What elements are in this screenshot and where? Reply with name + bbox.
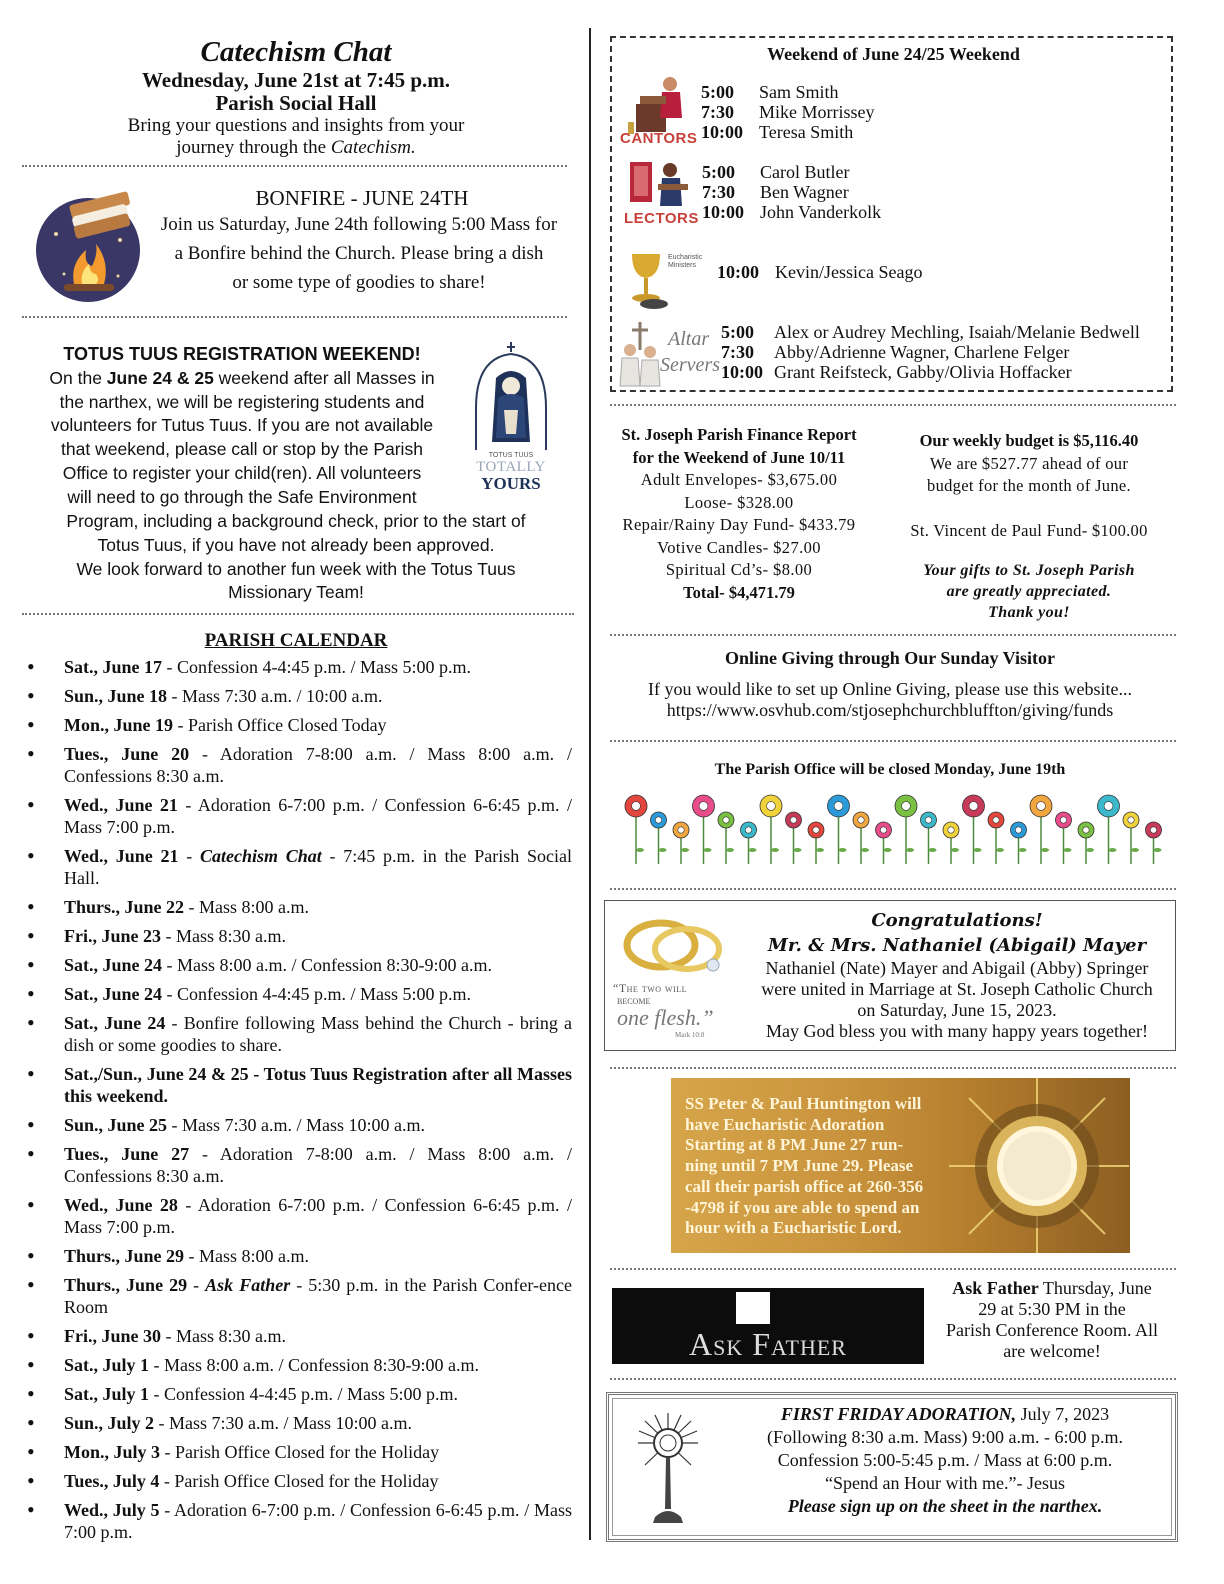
schedule-row [717, 262, 922, 282]
calendar-item-text: - Bonfire following Mass behind the Church - bring a dish or some goodies to share. [64, 1013, 572, 1055]
calendar-item-text: - Adoration 6-7:00 p.m. / Confession 6-6:45 p.m. / Mass 7:00 p.m. [64, 1195, 572, 1237]
lectors-list [702, 162, 881, 222]
rings-text2: become [617, 995, 651, 1007]
calendar-item-date: Wed., July 5 [64, 1500, 160, 1520]
catechism-chat-section [22, 36, 570, 159]
bonfire-line1: Join us Saturday, June 24th following 5:00 Mass for [160, 214, 558, 235]
calendar-item [22, 1063, 572, 1107]
flower-icon [895, 795, 917, 864]
catechism-date: Wednesday, June 21st at 7:45 p.m. [141, 68, 451, 92]
schedule-time: 7:30 [721, 342, 754, 362]
catechism-line2 [22, 137, 570, 159]
schedule-row [702, 182, 881, 202]
flower-icon [943, 822, 959, 864]
schedule-time: 7:30 [702, 182, 735, 202]
totus-line1-pre: On the [49, 367, 107, 388]
bonfire-title: BONFIRE - JUNE 24TH [255, 186, 469, 210]
adoration-banner [671, 1078, 1130, 1253]
schedule-time: 5:00 [702, 162, 735, 182]
adoration-text [685, 1094, 975, 1239]
totus-line5: Office to register your child(ren). All volunteers [62, 462, 422, 483]
calendar-item-date: Mon., July 3 [64, 1442, 161, 1462]
calendar-item [22, 1143, 572, 1187]
divider [610, 1067, 1176, 1069]
calendar-item [22, 954, 572, 976]
flower-icon [853, 812, 869, 864]
schedule-time: 10:00 [721, 362, 763, 382]
flower-icon [741, 822, 757, 864]
finance-line: Adult Envelopes- $3,675.00 [640, 470, 838, 489]
calendar-item [22, 1114, 572, 1136]
finance-title2: for the Weekend of June 10/11 [632, 447, 846, 467]
flower-icon [988, 812, 1004, 864]
ask-father-line3: Parish Conference Room. All [946, 1320, 1158, 1340]
cantors-label: CANTORS [620, 130, 698, 147]
ask-father-logo [612, 1288, 924, 1364]
rings-text3: one flesh.” [617, 1005, 714, 1030]
totus-line7: Program, including a background check, prior to the start of [66, 511, 526, 531]
flower-icon [808, 822, 824, 864]
finance-title1: St. Joseph Parish Finance Report [621, 425, 857, 444]
calendar-item-text: - Parish Office Closed Today [173, 715, 387, 735]
adoration-line: SS Peter & Paul Huntington will [685, 1094, 922, 1113]
flower-icon [625, 795, 647, 864]
schedule-name: Teresa Smith [759, 122, 854, 142]
calendar-item [22, 1245, 572, 1267]
calendar-item-text: - Mass 7:30 a.m. / Mass 10:00 a.m. [167, 1115, 426, 1135]
first-friday-text [719, 1403, 1171, 1518]
flower-icon [876, 822, 892, 864]
adoration-line: call their parish office at 260-356 [685, 1176, 924, 1196]
em-label [668, 254, 702, 270]
calendar-item-date: Sun., July 2 [64, 1413, 155, 1433]
catechism-line2-text: journey through the [176, 137, 331, 158]
calendar-item [22, 743, 572, 787]
bonfire-line2: a Bonfire behind the Church. Please bring a dish [174, 243, 544, 264]
calendar-item-event: Ask Father [205, 1275, 291, 1295]
wedding-line3: on Saturday, June 15, 2023. [857, 1000, 1057, 1020]
totus-line2: the narthex, we will be registering students and [59, 391, 425, 412]
schedule-row [702, 162, 881, 182]
calendar-item-date: Fri., June 23 [64, 926, 161, 946]
budget-info [886, 430, 1172, 623]
calendar-item-text: - Mass 8:00 a.m. / Confession 8:30-9:00 a.m. [149, 1355, 480, 1375]
schedule-name: Alex or Audrey Mechling, Isaiah/Melanie Bedwell [774, 322, 1140, 342]
wedding-congrats: Congratulations! [871, 910, 1043, 931]
calendar-item-text: - Parish Office Closed for the Holiday [159, 1471, 439, 1491]
calendar-item-text: - Confession 4-4:45 p.m. / Mass 5:00 p.m. [162, 657, 472, 677]
adoration-line: -4798 if you are able to spend an [685, 1197, 920, 1217]
online-line1: If you would like to set up Online Giving, please use this website... [648, 679, 1132, 699]
catechism-line1: Bring your questions and insights from your [127, 115, 465, 136]
totus-tuus-text-top [22, 343, 462, 510]
flower-icon [786, 812, 802, 864]
adoration-line: ning until 7 PM June 29. Please [685, 1156, 914, 1176]
flower-icon [1078, 822, 1094, 864]
divider [610, 888, 1176, 890]
collar-icon [736, 1292, 770, 1324]
online-url[interactable]: https://www.osvhub.com/stjosephchurchbluffton/giving/funds [666, 700, 1114, 720]
calendar-item: • Thurs., June 29 - Ask Father - 5:30 p.m. in the Parish Confer-ence Room [22, 1274, 572, 1318]
cantors-icon [618, 74, 698, 150]
totus-line10: Missionary Team! [228, 582, 364, 603]
calendar-item [22, 685, 572, 707]
calendar-item [22, 656, 572, 678]
calendar-item-text: - Mass 7:30 a.m. / Mass 10:00 a.m. [154, 1413, 413, 1433]
schedule-name: John Vanderkolk [760, 202, 882, 222]
finance-lines [604, 469, 874, 582]
ministry-schedule-box [610, 36, 1173, 392]
schedule-name: Grant Reifsteck, Gabby/Olivia Hoffacker [774, 362, 1072, 382]
divider [22, 613, 574, 615]
wedding-line1: Nathaniel (Nate) Mayer and Abigail (Abby) Springer [765, 958, 1149, 978]
schedule-name: Kevin/Jessica Seago [775, 262, 923, 282]
calendar-item-date: Thurs., June 29 [64, 1246, 185, 1266]
calendar-item-date: Mon., June 19 [64, 715, 174, 735]
calendar-item-date: Fri., June 30 [64, 1326, 161, 1346]
flower-icon [1123, 812, 1139, 864]
flower-icon [1146, 822, 1162, 864]
first-friday-line5: Please sign up on the sheet in the narthex. [787, 1496, 1103, 1516]
calendar-item [22, 1499, 572, 1543]
calendar-item [22, 1383, 572, 1405]
schedule-row [701, 102, 875, 122]
divider [610, 404, 1176, 406]
calendar-item-text: - Mass 7:30 a.m. / 10:00 a.m. [167, 686, 383, 706]
totus-line1-post: weekend after all Masses in [213, 367, 435, 388]
calendar-item-date: Thurs., June 22 [64, 897, 185, 917]
calendar-item-date: Thurs., June 29 [64, 1275, 188, 1295]
calendar-item-text: - Mass 8:00 a.m. [184, 897, 310, 917]
flower-icon [1098, 795, 1120, 864]
divider [610, 740, 1176, 742]
calendar-item [22, 1354, 572, 1376]
divider [22, 316, 567, 318]
calendar-item-text: - Mass 8:30 a.m. [161, 926, 286, 946]
flower-icon [673, 822, 689, 864]
schedule-row [721, 342, 1140, 362]
calendar-item-date: Tues., June 27 [64, 1144, 190, 1164]
divider [22, 165, 567, 167]
logo-yours: YOURS [481, 474, 541, 493]
totus-line8: Totus Tuus, if you have not already been approved. [97, 534, 495, 555]
budget-weekly: Our weekly budget is $5,116.40 [919, 431, 1139, 450]
calendar-item [22, 925, 572, 947]
first-friday-line3: Confession 5:00-5:45 p.m. / Mass at 6:00 p.m. [777, 1450, 1113, 1470]
flowers-illustration [624, 790, 1168, 870]
calendar-item-date: Tues., June 20 [64, 744, 190, 764]
finance-report [604, 424, 874, 604]
divider [610, 1268, 1176, 1270]
calendar-item-text: - Mass 8:00 a.m. / Confession 8:30-9:00 a.m. [162, 955, 492, 975]
calendar-item [22, 1012, 572, 1056]
calendar-item-text: - Confession 4-4:45 p.m. / Mass 5:00 p.m. [162, 984, 472, 1004]
calendar-item-text: - 7:45 p.m. in the Parish Social Hall. [64, 846, 572, 888]
wedding-text [739, 909, 1175, 1042]
calendar-item-date: Sat., June 17 [64, 657, 163, 677]
wedding-announcement [604, 900, 1176, 1051]
calendar-item-date: Sat., June 24 [64, 955, 163, 975]
flower-icon [760, 795, 782, 864]
totus-line1 [22, 367, 462, 391]
first-friday-line1 [719, 1403, 1171, 1426]
em-label1: Eucharistic [668, 254, 703, 261]
wedding-line2: were united in Marriage at St. Joseph Catholic Church [761, 979, 1153, 999]
totus-tuus-logo [468, 338, 554, 498]
totus-line6: will need to go through the Safe Environment [67, 486, 417, 507]
flower-icon [718, 812, 734, 864]
ministry-title: Weekend of June 24/25 Weekend [767, 44, 1020, 64]
online-title: Online Giving through Our Sunday Visitor [725, 648, 1055, 668]
calendar-item-text: - Adoration 7-8:00 a.m. / Mass 8:00 a.m. / Confessions 8:30 a.m. [64, 1144, 572, 1186]
schedule-name: Sam Smith [759, 82, 839, 102]
divider [610, 634, 1176, 636]
catechism-line2-em: Catechism. [330, 137, 416, 158]
flower-icon [693, 795, 715, 864]
schedule-time: 5:00 [721, 322, 754, 342]
altar-servers-icon [616, 320, 720, 390]
calendar-item-date: Tues., July 4 [64, 1471, 160, 1491]
schedule-name: Mike Morrissey [759, 102, 875, 122]
calendar-item-text: - Mass 8:00 a.m. [184, 1246, 310, 1266]
ask-father-logo-text: Ask Father [689, 1326, 847, 1362]
rings-text4: Mark 10:8 [675, 1031, 705, 1039]
schedule-time: 5:00 [701, 82, 734, 102]
column-divider [589, 28, 591, 1540]
eucharistic-ministers-icon [626, 248, 716, 312]
logo-totally: TOTALLY [476, 459, 546, 475]
office-closed: The Parish Office will be closed Monday, June 19th [714, 761, 1066, 778]
cantors-list [701, 82, 875, 142]
schedule-time: 10:00 [717, 262, 759, 282]
calendar-item-event: Catechism Chat [200, 846, 322, 866]
adoration-line: hour with a Eucharistic Lord. [685, 1218, 902, 1238]
flower-icon [1056, 812, 1072, 864]
totus-line1-bold: June 24 & 25 [106, 367, 214, 388]
calendar-item-text: - Adoration 6-7:00 p.m. / Confession 6-6:45 p.m. / Mass 7:00 p.m. [64, 1500, 573, 1542]
calendar-item-text: - Confession 4-4:45 p.m. / Mass 5:00 p.m. [149, 1384, 459, 1404]
flower-icon [651, 812, 667, 864]
calendar-item-date: Sat., June 24 [64, 984, 163, 1004]
lectors-icon [622, 156, 702, 232]
totus-title: TOTUS TUUS REGISTRATION WEEKEND! [63, 344, 421, 364]
calendar-title: PARISH CALENDAR [204, 630, 388, 651]
schedule-row [721, 322, 1140, 342]
bonfire-line3: or some type of goodies to share! [232, 272, 486, 293]
schedule-row [721, 362, 1140, 382]
em-list [717, 262, 922, 282]
calendar-item [22, 794, 572, 838]
first-friday-date: July 7, 2023 [1016, 1404, 1110, 1424]
ask-father-text [928, 1278, 1176, 1362]
totus-tuus-text-bottom [22, 510, 570, 605]
totus-line3: volunteers for Tutus Tuus. If you are not available [50, 415, 434, 436]
schedule-time: 7:30 [701, 102, 734, 122]
calendar-item [22, 1470, 572, 1492]
wedding-rings-image [613, 909, 737, 1043]
adoration-line: have Eucharistic Adoration [685, 1114, 885, 1134]
calendar-item-text: - Mass 8:30 a.m. [161, 1326, 286, 1346]
catechism-place: Parish Social Hall [215, 91, 377, 115]
calendar-item-text: - Adoration 7-8:00 a.m. / Mass 8:00 a.m. / Confessions 8:30 a.m. [64, 744, 572, 786]
wedding-line4: May God bless you with many happy years together! [766, 1021, 1148, 1041]
ask-father-line2: 29 at 5:30 PM in the [978, 1299, 1126, 1319]
calendar-item [22, 1325, 572, 1347]
finance-total: Total- $4,471.79 [683, 582, 795, 602]
calendar-item [22, 1441, 572, 1463]
online-giving [604, 647, 1176, 721]
schedule-time: 10:00 [702, 202, 744, 222]
finance-line: Votive Candles- $27.00 [657, 537, 821, 557]
finance-line: Spiritual Cd’s- $8.00 [665, 560, 813, 579]
budget-ahead1: We are $527.77 ahead of our [929, 453, 1129, 473]
bonfire-section [146, 186, 572, 297]
calendar-item-date: Wed., June 28 [64, 1195, 178, 1215]
schedule-row [701, 122, 875, 142]
calendar-item [22, 983, 572, 1005]
totus-line9: We look forward to another fun week with the Totus Tuus [76, 558, 516, 579]
calendar-item-date: Sat., June 24 [64, 1013, 166, 1033]
totus-line4: that weekend, please call or stop by the Parish [61, 439, 423, 460]
calendar-item [22, 1194, 572, 1238]
flower-icon [963, 795, 985, 864]
first-friday-title: FIRST FRIDAY ADORATION, [780, 1404, 1017, 1424]
calendar-list [22, 656, 572, 1550]
budget-ahead2: budget for the month of June. [927, 476, 1131, 495]
ask-father-l1: Thursday, June [1038, 1278, 1152, 1298]
gifts-line1: Your gifts to St. Joseph Parish [923, 562, 1135, 579]
flower-icon [828, 795, 850, 864]
smores-campfire-icon [34, 184, 142, 304]
schedule-time: 10:00 [701, 122, 743, 142]
divider [610, 1378, 1176, 1380]
finance-line: Repair/Rainy Day Fund- $433.79 [622, 515, 856, 534]
calendar-item: • Wed., June 21 - Catechism Chat - 7:45 p.m. in the Parish Social Hall. [22, 845, 572, 889]
calendar-item-date: Sat.,/Sun., June 24 & 25 - Totus Tuus Registration after all Masses this weekend. [64, 1064, 572, 1106]
ask-father-line4: are welcome! [1003, 1341, 1101, 1361]
schedule-name: Abby/Adrienne Wagner, Charlene Felger [774, 342, 1070, 362]
catechism-title: Catechism Chat [200, 36, 392, 68]
svdp-fund: St. Vincent de Paul Fund- $100.00 [910, 520, 1148, 540]
first-friday-line2: (Following 8:30 a.m. Mass) 9:00 a.m. - 6:00 p.m. [767, 1427, 1123, 1447]
logo-small-text: TOTUS TUUS [488, 452, 534, 459]
calendar-item-text: - Adoration 6-7:00 p.m. / Confession 6-6:45 p.m. / Mass 7:00 p.m. [64, 795, 572, 837]
em-label2: Ministers [668, 262, 697, 269]
finance-line: Loose- $328.00 [684, 492, 794, 512]
servers-list [721, 322, 1140, 382]
calendar-item [22, 714, 572, 736]
calendar-item-date: Sat., July 1 [64, 1384, 150, 1404]
adoration-line: Starting at 8 PM June 27 run- [685, 1135, 904, 1155]
schedule-row [701, 82, 875, 102]
calendar-item-date: Wed., June 21 [64, 795, 178, 815]
servers-label2: Servers [660, 354, 720, 376]
calendar-item-date: Sun., June 18 [64, 686, 168, 706]
calendar-item-text: - 5:30 p.m. in the Parish Confer-ence Room [64, 1275, 572, 1317]
lectors-label: LECTORS [624, 210, 699, 227]
flower-icon [1011, 822, 1027, 864]
first-friday-line4: “Spend an Hour with me.”- Jesus [825, 1473, 1065, 1493]
schedule-name: Ben Wagner [760, 182, 849, 202]
ask-father-line1 [928, 1278, 1176, 1299]
calendar-item-date: Wed., June 21 [64, 846, 179, 866]
flower-icon [921, 812, 937, 864]
schedule-name: Carol Butler [760, 162, 850, 182]
calendar-item-date: Sun., June 25 [64, 1115, 168, 1135]
gifts-line2: are greatly appreciated. [946, 583, 1112, 600]
calendar-item-date: Sat., July 1 [64, 1355, 150, 1375]
calendar-item [22, 896, 572, 918]
monstrance-small-icon [633, 1409, 703, 1529]
rings-text1: “The two will [613, 981, 688, 995]
calendar-item-text: - Parish Office Closed for the Holiday [160, 1442, 440, 1462]
servers-label1: Altar [668, 328, 710, 350]
wedding-couple: Mr. & Mrs. Nathaniel (Abigail) Mayer [767, 935, 1147, 956]
gifts-line3: Thank you! [988, 604, 1070, 621]
calendar-item [22, 1412, 572, 1434]
first-friday-box [606, 1392, 1178, 1542]
ask-father-bold: Ask Father [952, 1278, 1039, 1298]
schedule-row [702, 202, 881, 222]
flower-icon [1030, 795, 1052, 864]
